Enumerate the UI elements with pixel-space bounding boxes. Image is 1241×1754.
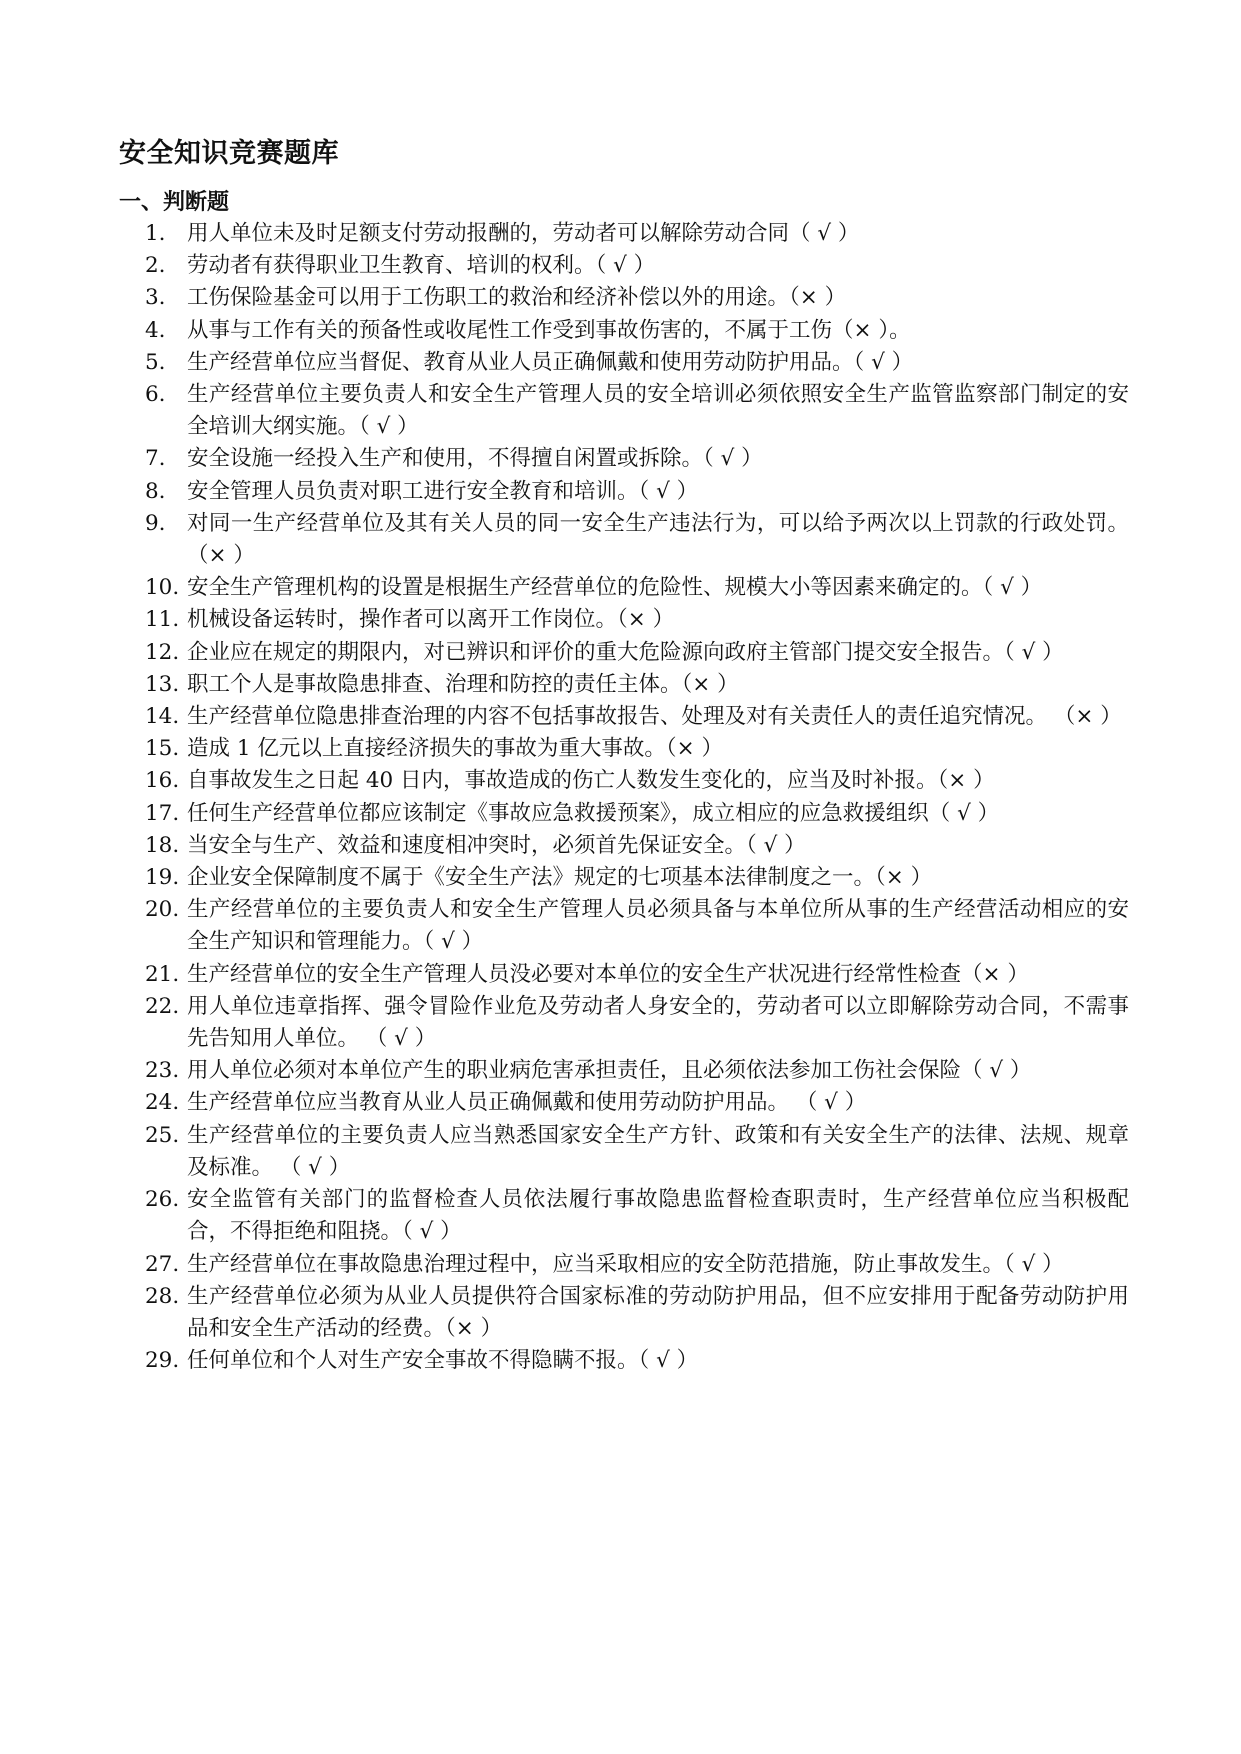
question-number-label: 15. bbox=[145, 736, 180, 762]
question-number-label: 29. bbox=[145, 1348, 180, 1374]
question-number bbox=[119, 218, 187, 250]
question-item bbox=[119, 669, 1129, 701]
question-item bbox=[119, 894, 1129, 958]
question-text: 生产经营单位的安全生产管理人员没必要对本单位的安全生产状况进行经常性检查（× ） bbox=[187, 961, 1029, 987]
question-number bbox=[119, 315, 187, 347]
question-number bbox=[119, 733, 187, 765]
question-text: 任何生产经营单位都应该制定《事故应急救援预案》，成立相应的应急救援组织（ √ ） bbox=[187, 800, 1000, 826]
question-number bbox=[119, 894, 187, 926]
question-number-label: 16. bbox=[145, 768, 180, 794]
question-text: 生产经营单位主要负责人和安全生产管理人员的安全培训必须依照安全生产监管监察部门制定的安全培训大纲实施。（ √ ） bbox=[187, 382, 1129, 440]
question-text: 生产经营单位隐患排查治理的内容不包括事故报告、处理及对有关责任人的责任追究情况。 （× ） bbox=[187, 704, 1122, 730]
question-item bbox=[119, 315, 1129, 347]
question-number-label: 24. bbox=[145, 1090, 180, 1116]
question-text: 自事故发生之日起 40 日内，事故造成的伤亡人数发生变化的，应当及时补报。（× ） bbox=[187, 768, 995, 794]
question-text: 当安全与生产、效益和速度相冲突时，必须首先保证安全。（ √ ） bbox=[187, 832, 806, 858]
question-number bbox=[119, 1345, 187, 1377]
question-text: 生产经营单位的主要负责人应当熟悉国家安全生产方针、政策和有关安全生产的法律、法规、规章及标准。 （ √ ） bbox=[187, 1122, 1129, 1180]
question-text: 企业应在规定的期限内，对已辨识和评价的重大危险源向政府主管部门提交安全报告。（ √ ） bbox=[187, 639, 1064, 665]
question-item bbox=[119, 282, 1129, 314]
question-item bbox=[119, 1345, 1129, 1377]
question-number bbox=[119, 572, 187, 604]
question-number bbox=[119, 1087, 187, 1119]
question-number-label: 27. bbox=[145, 1251, 180, 1277]
question-item bbox=[119, 1120, 1129, 1184]
question-number-label: 21. bbox=[145, 961, 180, 987]
question-item bbox=[119, 218, 1129, 250]
question-text: 对同一生产经营单位及其有关人员的同一安全生产违法行为，可以给予两次以上罚款的行政处罚。（× ） bbox=[187, 510, 1129, 569]
question-number bbox=[119, 1120, 187, 1152]
question-text: 生产经营单位应当督促、教育从业人员正确佩戴和使用劳动防护用品。（ √ ） bbox=[187, 349, 914, 375]
question-item bbox=[119, 443, 1129, 475]
question-number bbox=[119, 282, 187, 314]
question-item bbox=[119, 476, 1129, 508]
question-number bbox=[119, 862, 187, 894]
question-number-label: 9. bbox=[145, 510, 166, 536]
question-number bbox=[119, 250, 187, 282]
question-number-label: 7. bbox=[145, 446, 166, 472]
question-list bbox=[119, 218, 1129, 1377]
question-number bbox=[119, 1249, 187, 1281]
question-text: 生产经营单位的主要负责人和安全生产管理人员必须具备与本单位所从事的生产经营活动相应的安全生产知识和管理能力。（ √ ） bbox=[187, 897, 1129, 955]
question-text: 职工个人是事故隐患排查、治理和防控的责任主体。（× ） bbox=[187, 671, 739, 697]
question-number-label: 6. bbox=[145, 382, 166, 408]
question-number-label: 23. bbox=[145, 1058, 180, 1084]
section-heading: 一、判断题 bbox=[119, 189, 230, 215]
question-item bbox=[119, 798, 1129, 830]
question-number bbox=[119, 669, 187, 701]
question-item bbox=[119, 1184, 1129, 1248]
question-number bbox=[119, 765, 187, 797]
question-number bbox=[119, 959, 187, 991]
question-item bbox=[119, 733, 1129, 765]
question-text: 安全管理人员负责对职工进行安全教育和培训。（ √ ） bbox=[187, 478, 699, 504]
question-text: 任何单位和个人对生产安全事故不得隐瞒不报。（ √ ） bbox=[187, 1348, 699, 1374]
question-number bbox=[119, 637, 187, 669]
question-number bbox=[119, 1055, 187, 1087]
question-number-label: 1. bbox=[145, 221, 166, 246]
question-item bbox=[119, 1055, 1129, 1087]
question-text: 安全设施一经投入生产和使用，不得擅自闲置或拆除。（ √ ） bbox=[187, 446, 763, 472]
question-item bbox=[119, 830, 1129, 862]
question-text: 劳动者有获得职业卫生教育、培训的权利。（ √ ） bbox=[187, 253, 656, 279]
question-number bbox=[119, 798, 187, 830]
question-number bbox=[119, 1184, 187, 1216]
question-number-label: 2. bbox=[145, 253, 166, 279]
question-item bbox=[119, 637, 1129, 669]
question-number-label: 10. bbox=[145, 575, 180, 601]
question-number-label: 13. bbox=[145, 671, 180, 697]
question-text: 用人单位违章指挥、强令冒险作业危及劳动者人身安全的，劳动者可以立即解除劳动合同，不需事先告知用人单位。 （ √ ） bbox=[187, 993, 1129, 1052]
question-item bbox=[119, 991, 1129, 1055]
question-text: 造成 1 亿元以上直接经济损失的事故为重大事故。（× ） bbox=[187, 736, 723, 762]
question-number-label: 22. bbox=[145, 993, 180, 1019]
question-number-label: 26. bbox=[145, 1187, 180, 1213]
question-number-label: 11. bbox=[145, 607, 180, 633]
question-text: 生产经营单位必须为从业人员提供符合国家标准的劳动防护用品，但不应安排用于配备劳动防护用品和安全生产活动的经费。（× ） bbox=[187, 1283, 1129, 1341]
question-item bbox=[119, 347, 1129, 379]
question-number-label: 18. bbox=[145, 832, 180, 858]
question-text: 安全监管有关部门的监督检查人员依法履行事故隐患监督检查职责时，生产经营单位应当积极配合，不得拒绝和阻挠。（ √ ） bbox=[187, 1187, 1129, 1245]
question-number bbox=[119, 379, 187, 411]
question-number bbox=[119, 701, 187, 733]
question-number-label: 8. bbox=[145, 478, 166, 504]
question-item bbox=[119, 508, 1129, 572]
question-number bbox=[119, 476, 187, 508]
question-item bbox=[119, 959, 1129, 991]
question-item bbox=[119, 250, 1129, 282]
question-item bbox=[119, 604, 1129, 636]
question-item bbox=[119, 1281, 1129, 1345]
question-text: 安全生产管理机构的设置是根据生产经营单位的危险性、规模大小等因素来确定的。（ √ ） bbox=[187, 575, 1043, 601]
question-item bbox=[119, 1249, 1129, 1281]
question-item bbox=[119, 765, 1129, 797]
question-number-label: 12. bbox=[145, 639, 180, 665]
question-number bbox=[119, 347, 187, 379]
question-text: 从事与工作有关的预备性或收尾性工作受到事故伤害的，不属于工伤（× ）。 bbox=[187, 317, 911, 343]
document-title: 安全知识竞赛题库 bbox=[119, 138, 339, 169]
question-text: 工伤保险基金可以用于工伤职工的救治和经济补偿以外的用途。（× ） bbox=[187, 285, 847, 311]
question-number-label: 3. bbox=[145, 285, 166, 311]
question-number-label: 14. bbox=[145, 704, 180, 730]
question-item bbox=[119, 572, 1129, 604]
question-number-label: 19. bbox=[145, 865, 180, 891]
question-number bbox=[119, 604, 187, 636]
question-number-label: 5. bbox=[145, 349, 166, 375]
question-text: 企业安全保障制度不属于《安全生产法》规定的七项基本法律制度之一。（× ） bbox=[187, 865, 933, 891]
question-text: 生产经营单位在事故隐患治理过程中，应当采取相应的安全防范措施，防止事故发生。（ √ ） bbox=[187, 1251, 1064, 1277]
question-number bbox=[119, 991, 187, 1023]
question-text: 生产经营单位应当教育从业人员正确佩戴和使用劳动防护用品。 （ √ ） bbox=[187, 1090, 867, 1116]
question-text: 用人单位必须对本单位产生的职业病危害承担责任，且必须依法参加工伤社会保险（ √ ） bbox=[187, 1058, 1032, 1084]
question-number bbox=[119, 443, 187, 475]
question-number-label: 25. bbox=[145, 1122, 180, 1148]
question-item bbox=[119, 701, 1129, 733]
question-number bbox=[119, 1281, 187, 1313]
question-number-label: 20. bbox=[145, 897, 180, 923]
question-item bbox=[119, 1087, 1129, 1119]
question-number-label: 17. bbox=[145, 800, 180, 826]
question-number-label: 28. bbox=[145, 1283, 180, 1309]
question-number bbox=[119, 830, 187, 862]
question-item bbox=[119, 379, 1129, 443]
question-text: 用人单位未及时足额支付劳动报酬的，劳动者可以解除劳动合同（ √ ） bbox=[187, 221, 860, 246]
question-number-label: 4. bbox=[145, 317, 166, 343]
question-text: 机械设备运转时，操作者可以离开工作岗位。（× ） bbox=[187, 607, 675, 633]
question-number bbox=[119, 508, 187, 540]
question-item bbox=[119, 862, 1129, 894]
